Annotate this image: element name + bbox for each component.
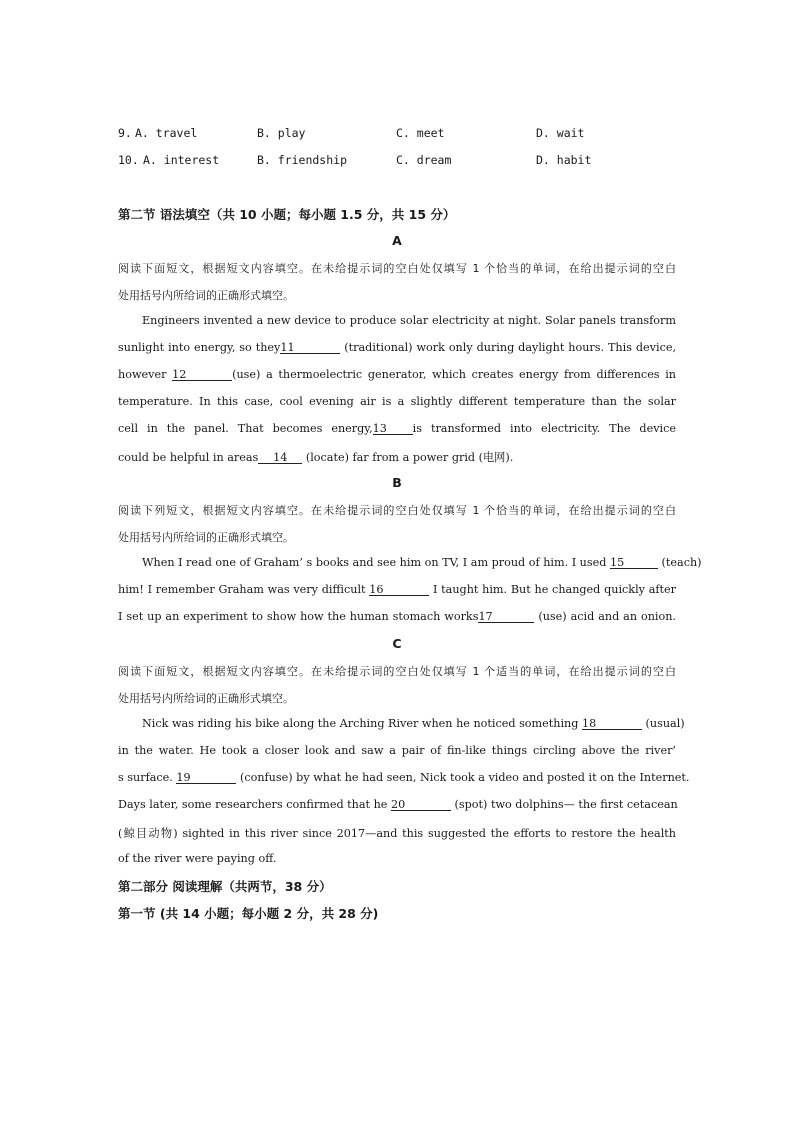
text: however bbox=[118, 368, 173, 381]
text: is transformed into electricity. The device bbox=[412, 422, 676, 435]
text: could be helpful in areas bbox=[118, 451, 259, 464]
blank-14[interactable]: 14 bbox=[258, 452, 302, 464]
text: (traditional) work only during daylight hours. This device, bbox=[340, 341, 677, 354]
blank-13[interactable]: 13 bbox=[373, 423, 413, 435]
passage-label-b: B bbox=[392, 475, 402, 490]
option-b[interactable]: B. friendship bbox=[257, 153, 348, 167]
section-heading: 第二节 语法填空（共 10 小题；每小题 1.5 分，共 15 分） bbox=[118, 207, 456, 222]
blank-12[interactable]: 12 bbox=[172, 369, 232, 381]
instruction-line: 处用括号内所给词的正确形式填空。 bbox=[118, 692, 294, 705]
text: (use) acid and an onion. bbox=[534, 610, 676, 623]
passage-line bbox=[118, 798, 676, 811]
option-a[interactable]: A. interest bbox=[143, 153, 220, 167]
text: (spot) two dolphins— the first cetacean bbox=[450, 798, 678, 811]
blank-20[interactable]: 20 bbox=[391, 799, 451, 811]
blank-11[interactable]: 11 bbox=[280, 342, 340, 354]
passage-label-c: C bbox=[392, 636, 402, 651]
text: (locate) far from a power grid (电网). bbox=[302, 451, 514, 464]
text: s surface. bbox=[118, 771, 177, 784]
subsection-heading: 第一节 (共 14 小题；每小题 2 分，共 28 分) bbox=[118, 906, 379, 921]
passage-label-a: A bbox=[392, 233, 402, 248]
passage-line bbox=[142, 556, 702, 569]
passage-line bbox=[118, 449, 676, 465]
instruction-line: 阅读下面短文，根据短文内容填空。在未给提示词的空白处仅填写 1 个适当的单词，在给出提示词的空白 bbox=[118, 665, 676, 678]
blank-17[interactable]: 17 bbox=[478, 611, 534, 623]
passage-line: (鲸目动物) sighted in this river since 2017—and this suggested the efforts to restore the health bbox=[118, 827, 676, 840]
passage-line: of the river were paying off. bbox=[118, 852, 277, 865]
text: Days later, some researchers confirmed that he bbox=[118, 798, 391, 811]
blank-15[interactable]: 15 bbox=[610, 557, 658, 569]
text: (usual) bbox=[641, 717, 685, 730]
question-number: 10. bbox=[118, 153, 139, 167]
text: When I read one of Graham’ s books and see him on TV, I am proud of him. I used bbox=[142, 556, 610, 569]
passage-line: in the water. He took a closer look and saw a pair of fin-like things circling above the river’ bbox=[118, 744, 676, 757]
text: sunlight into energy, so they bbox=[118, 341, 281, 354]
passage-line bbox=[118, 583, 676, 596]
option-c[interactable]: C. dream bbox=[396, 153, 452, 167]
text: him! I remember Graham was very difficult bbox=[118, 583, 370, 596]
question-number: 9. bbox=[118, 126, 132, 140]
passage-line: Engineers invented a new device to produce solar electricity at night. Solar panels transform bbox=[142, 314, 676, 327]
passage-line: temperature. In this case, cool evening air is a slightly different temperature than the solar bbox=[118, 395, 676, 408]
blank-16[interactable]: 16 bbox=[369, 584, 429, 596]
text: Nick was riding his bike along the Arching River when he noticed something bbox=[142, 717, 582, 730]
option-a[interactable]: A. travel bbox=[135, 126, 198, 140]
blank-18[interactable]: 18 bbox=[582, 718, 642, 730]
blank-19[interactable]: 19 bbox=[176, 772, 236, 784]
text: I set up an experiment to show how the human stomach works bbox=[118, 610, 479, 623]
text: (use) a thermoelectric generator, which creates energy from differences in bbox=[232, 368, 677, 381]
text: (confuse) by what he had seen, Nick took a video and posted it on the Internet. bbox=[236, 771, 690, 784]
passage-line bbox=[118, 610, 676, 623]
instruction-line: 处用括号内所给词的正确形式填空。 bbox=[118, 531, 294, 544]
instruction-line: 处用括号内所给词的正确形式填空。 bbox=[118, 289, 294, 302]
passage-line bbox=[118, 341, 676, 354]
instruction-line: 阅读下列短文，根据短文内容填空。在未给提示词的空白处仅填写 1 个恰当的单词，在给出提示词的空白 bbox=[118, 504, 676, 517]
part-heading: 第二部分 阅读理解（共两节，38 分） bbox=[118, 879, 332, 894]
passage-line bbox=[118, 368, 676, 381]
option-d[interactable]: D. wait bbox=[536, 126, 585, 140]
instruction-line: 阅读下面短文，根据短文内容填空。在未给提示词的空白处仅填写 1 个恰当的单词，在给出提示词的空白 bbox=[118, 262, 676, 275]
text: cell in the panel. That becomes energy, bbox=[118, 422, 373, 435]
option-d[interactable]: D. habit bbox=[536, 153, 592, 167]
text: (teach) bbox=[657, 556, 702, 569]
option-b[interactable]: B. play bbox=[257, 126, 306, 140]
passage-line bbox=[118, 422, 676, 435]
passage-line bbox=[118, 771, 690, 784]
passage-line bbox=[142, 717, 685, 730]
text: I taught him. But he changed quickly after bbox=[429, 583, 676, 596]
option-c[interactable]: C. meet bbox=[396, 126, 445, 140]
